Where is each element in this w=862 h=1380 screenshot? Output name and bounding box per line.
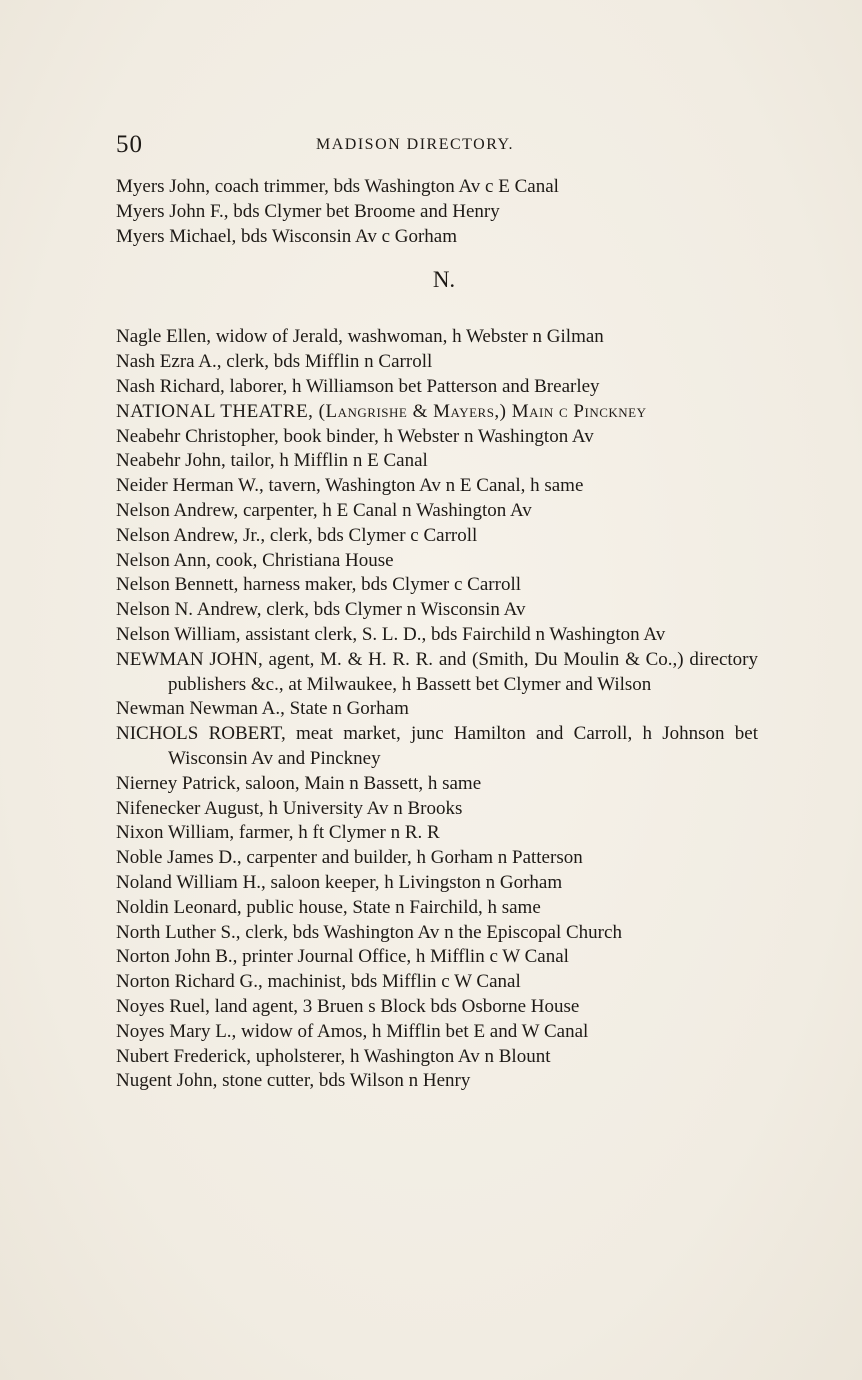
- directory-entry: Myers John F., bds Clymer bet Broome and Henry: [116, 200, 500, 222]
- directory-entry: Nelson Bennett, harness maker, bds Clymer c Carroll: [116, 574, 522, 596]
- section-heading: N.: [432, 267, 456, 293]
- directory-entry: Nixon William, farmer, h ft Clymer n R. R: [116, 822, 440, 844]
- directory-entry: Noland William H., saloon keeper, h Livingston n Gorham: [116, 871, 563, 893]
- directory-entry: Neabehr Christopher, book binder, h Webster n Washington Av: [116, 425, 594, 447]
- directory-entry: Nelson Andrew, Jr., clerk, bds Clymer c Carroll: [116, 524, 478, 546]
- directory-entry: Newman Newman A., State n Gorham: [116, 698, 409, 720]
- directory-entry: NEWMAN JOHN, agent, M. & H. R. R. and (Smith, Du Moulin & Co.,) directory publishers &c., at Milwaukee, h Bassett bet Clymer and Wilson: [116, 648, 758, 695]
- directory-entry: Nelson Andrew, carpenter, h E Canal n Washington Av: [116, 499, 532, 521]
- directory-entry: Noyes Mary L., widow of Amos, h Mifflin bet E and W Canal: [116, 1020, 589, 1042]
- directory-entry: Nugent John, stone cutter, bds Wilson n Henry: [116, 1070, 471, 1092]
- directory-entry: Nelson Ann, cook, Christiana House: [116, 549, 394, 571]
- directory-entry: Myers John, coach trimmer, bds Washington Av c E Canal: [116, 176, 559, 197]
- page-header: [116, 130, 756, 160]
- page-number: 50: [116, 131, 143, 158]
- directory-entry: Neider Herman W., tavern, Washington Av n E Canal, h same: [116, 475, 584, 497]
- directory-entry: Nubert Frederick, upholsterer, h Washington Av n Blount: [116, 1045, 551, 1067]
- directory-listing: [116, 175, 758, 1094]
- directory-entry: Nelson N. Andrew, clerk, bds Clymer n Wisconsin Av: [116, 599, 526, 621]
- directory-entry: Myers Michael, bds Wisconsin Av c Gorham: [116, 225, 458, 247]
- directory-entry: North Luther S., clerk, bds Washington Av n the Episcopal Church: [116, 921, 622, 943]
- directory-entry: Neabehr John, tailor, h Mifflin n E Canal: [116, 450, 428, 472]
- directory-entry: Nagle Ellen, widow of Jerald, washwoman, h Webster n Gilman: [116, 326, 604, 348]
- directory-entry: Noble James D., carpenter and builder, h Gorham n Patterson: [116, 847, 583, 869]
- directory-entry: Norton Richard G., machinist, bds Mifflin c W Canal: [116, 971, 521, 993]
- directory-entry: Noldin Leonard, public house, State n Fairchild, h same: [116, 896, 541, 918]
- running-title: MADISON DIRECTORY.: [316, 136, 514, 153]
- directory-entry: NATIONAL THEATRE, (Langrishe & Mayers,) Main c Pinckney: [116, 400, 647, 422]
- directory-entry: Nash Richard, laborer, h Williamson bet Patterson and Brearley: [116, 375, 600, 397]
- directory-entry: Nash Ezra A., clerk, bds Mifflin n Carroll: [116, 351, 433, 373]
- directory-entry: Norton John B., printer Journal Office, h Mifflin c W Canal: [116, 946, 569, 968]
- directory-entry: Nierney Patrick, saloon, Main n Bassett, h same: [116, 772, 482, 794]
- directory-entry: Nifenecker August, h University Av n Brooks: [116, 797, 463, 819]
- directory-entry: Noyes Ruel, land agent, 3 Bruen s Block bds Osborne House: [116, 995, 580, 1017]
- directory-entry: Nelson William, assistant clerk, S. L. D., bds Fairchild n Washington Av: [116, 623, 666, 645]
- directory-entry: NICHOLS ROBERT, meat market, junc Hamilton and Carroll, h Johnson bet Wisconsin Av and Pinckney: [116, 723, 758, 769]
